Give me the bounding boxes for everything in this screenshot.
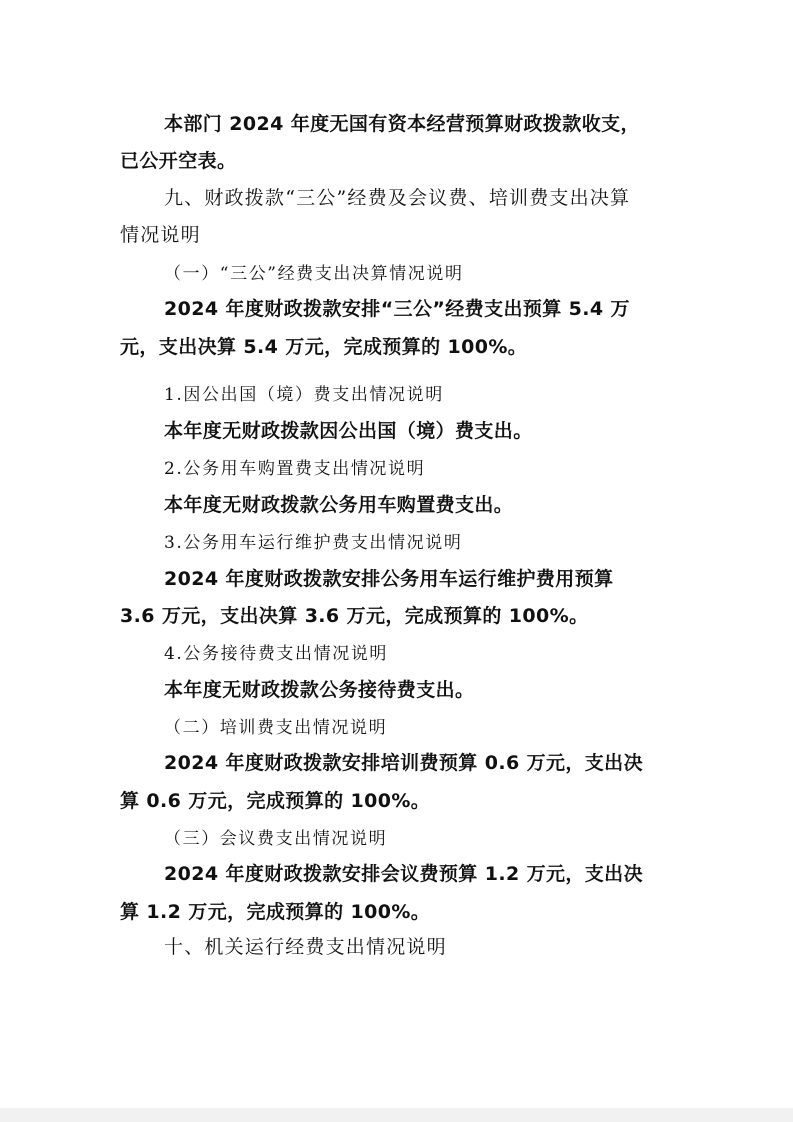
paragraph-line: 2024 年度财政拨款安排培训费预算 0.6 万元，支出决 <box>164 752 643 774</box>
paragraph-line: 本部门 2024 年度无国有资本经营预算财政拨款收支， <box>164 113 640 135</box>
paragraph-line: 2024 年度财政拨款安排公务用车运行维护费用预算 <box>164 568 614 590</box>
section-heading: 情况说明 <box>120 224 201 246</box>
paragraph-line: 本年度无财政拨款公务接待费支出。 <box>164 679 475 701</box>
section-heading: 九、财政拨款“三公”经费及会议费、培训费支出决算 <box>164 187 631 209</box>
paragraph-line: 2024 年度财政拨款安排“三公”经费支出预算 5.4 万 <box>164 298 630 320</box>
subsection-heading: 4.公务接待费支出情况说明 <box>164 644 389 664</box>
section-heading: 十、机关运行经费支出情况说明 <box>164 936 447 958</box>
paragraph-line: 3.6 万元，支出决算 3.6 万元，完成预算的 100%。 <box>120 605 589 627</box>
paragraph-line: 已公开空表。 <box>120 150 237 172</box>
subsection-heading: 2.公务用车购置费支出情况说明 <box>164 459 426 479</box>
subsection-heading: 3.公务用车运行维护费支出情况说明 <box>164 533 463 553</box>
paragraph-line: 算 1.2 万元，完成预算的 100%。 <box>120 901 431 923</box>
subsection-heading: 1.因公出国（境）费支出情况说明 <box>164 385 444 405</box>
subsection-heading: （二）培训费支出情况说明 <box>164 718 388 738</box>
paragraph-line: 算 0.6 万元，完成预算的 100%。 <box>120 790 431 812</box>
paragraph-line: 元，支出决算 5.4 万元，完成预算的 100%。 <box>120 336 528 358</box>
subsection-heading: （三）会议费支出情况说明 <box>164 829 388 849</box>
page-bottom-edge <box>0 1108 793 1122</box>
subsection-heading: （一）“三公”经费支出决算情况说明 <box>164 264 464 284</box>
paragraph-line: 本年度无财政拨款因公出国（境）费支出。 <box>164 420 533 442</box>
paragraph-line: 本年度无财政拨款公务用车购置费支出。 <box>164 494 514 516</box>
paragraph-line: 2024 年度财政拨款安排会议费预算 1.2 万元，支出决 <box>164 863 643 885</box>
